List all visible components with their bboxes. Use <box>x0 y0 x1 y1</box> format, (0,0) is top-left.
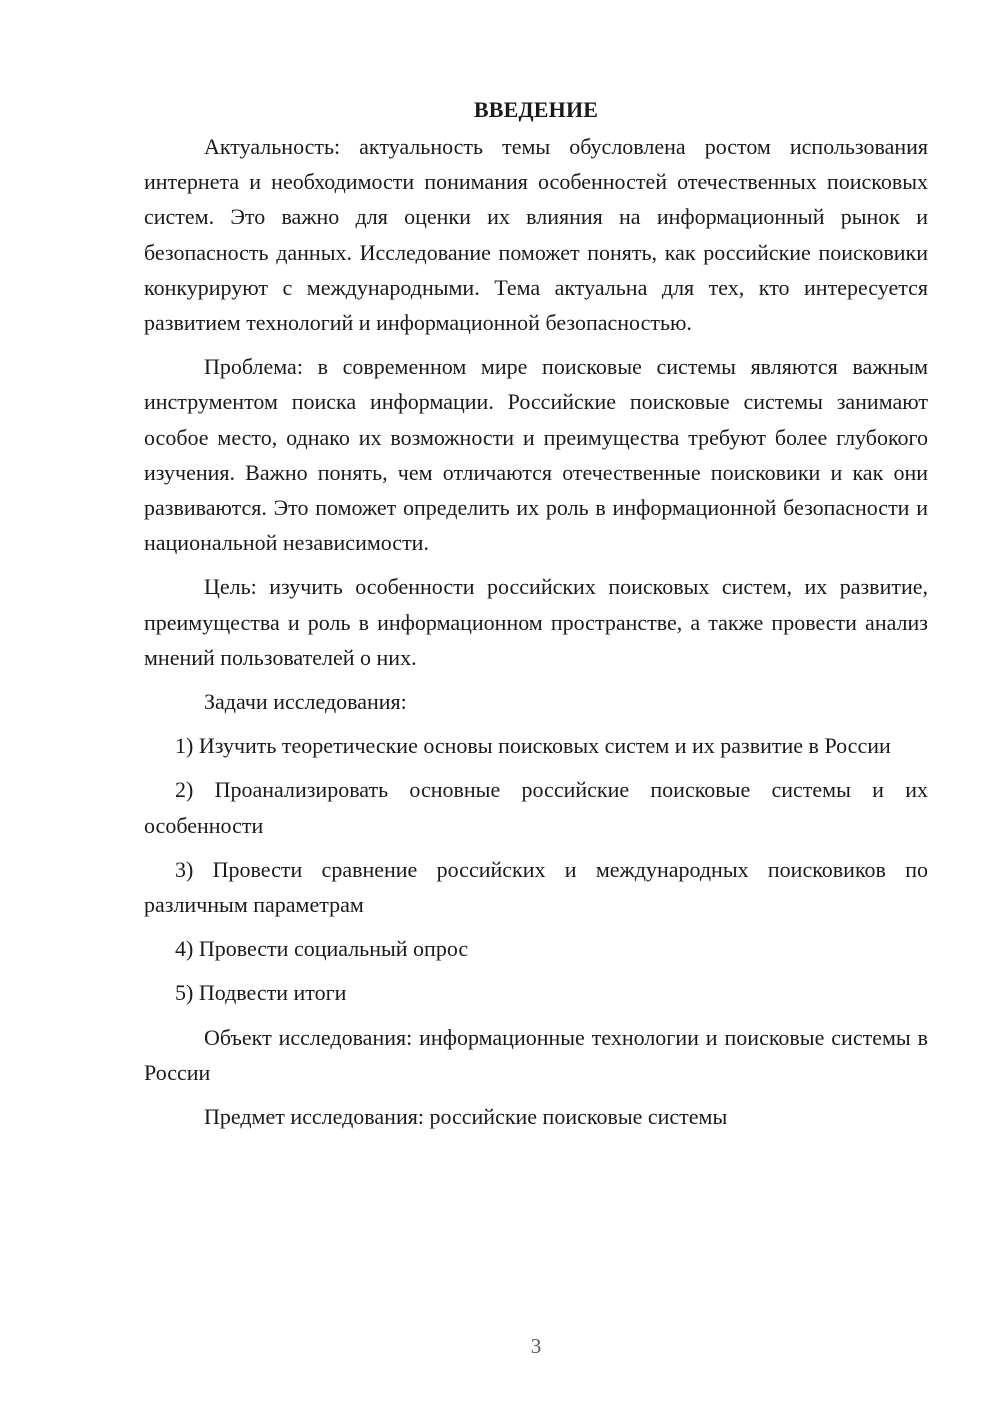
section-heading: ВВЕДЕНИЕ <box>473 97 599 122</box>
goal-paragraph: Цель: изучить особенности российских поисковых систем, их развитие, преимущества и роль в информационном пространстве, а также провести анализ мнений пользователей о них. <box>144 574 928 670</box>
task-item: 2) Проанализировать основные российские поисковые системы и их особенности <box>144 777 928 838</box>
task-item: 3) Провести сравнение российских и международных поисковиков по различным параметрам <box>144 856 928 918</box>
document-page <box>144 92 928 1143</box>
problem-paragraph: Проблема: в современном мире поисковые системы являются важным инструментом поиска информации. Российские поисковые системы занимают особое место, однако их возможности и преимущества требуют более глубокого изучения. Важно понять, чем отличаются отечественные поисковики и как они развиваются. Это поможет определить их роль в информационной безопасности и национальной независимости. <box>144 354 928 556</box>
relevance-paragraph: Актуальность: актуальность темы обусловлена ростом использования интернета и необходимости понимания особенностей отечественных поисковых систем. Это важно для оценки их влияния на информационный рынок и безопасность данных. Исследование поможет понять, как российские поисковики конкурируют с международными. Тема актуальна для тех, кто интересуется развитием технологий и информационной безопасностью. <box>144 134 928 336</box>
tasks-title: Задачи исследования: <box>204 689 407 715</box>
object-paragraph: Объект исследования: информационные технологии и поисковые системы в России <box>144 1024 928 1085</box>
task-item: 5) Подвести итоги <box>175 980 347 1006</box>
subject-paragraph: Предмет исследования: российские поисковые системы <box>204 1104 728 1130</box>
task-item: 4) Провести социальный опрос <box>175 936 469 962</box>
page-number: 3 <box>530 1334 542 1358</box>
task-item: 1) Изучить теоретические основы поисковых систем и их развитие в России <box>175 733 891 759</box>
